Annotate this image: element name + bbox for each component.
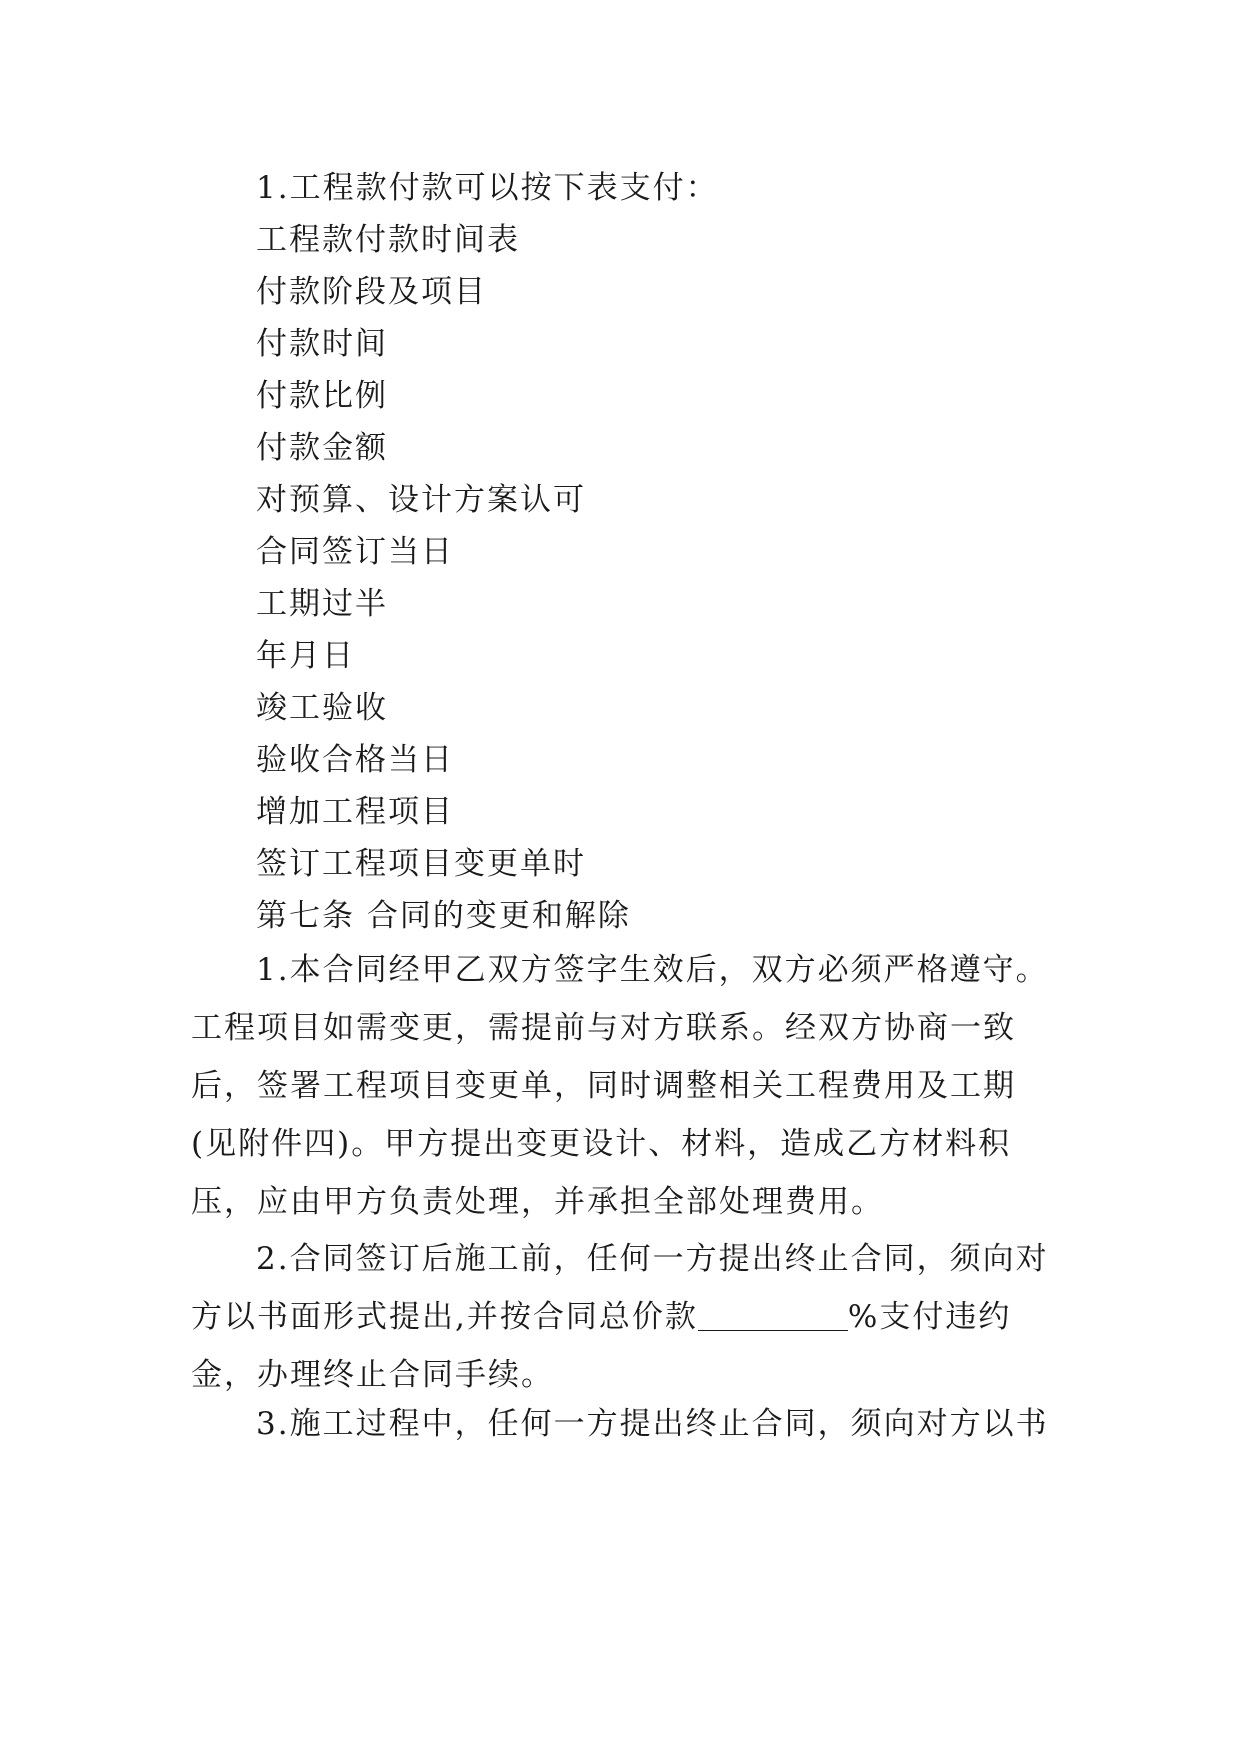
table-cell-line: 对预算、设计方案认可 <box>256 482 586 518</box>
table-cell-line: 签订工程项目变更单时 <box>256 846 586 882</box>
payment-clause-line: 1.工程款付款可以按下表支付： <box>256 170 719 206</box>
clause-paragraph-2 <box>191 1230 1051 1404</box>
table-cell-line: 付款时间 <box>256 326 388 362</box>
article-heading: 第七条 合同的变更和解除 <box>256 898 631 934</box>
clause-2-text-before: 2.合同签订后施工前，任何一方提出终止合同，须向对方以书面形式提出,并按合同总价款 <box>191 1241 1049 1335</box>
schedule-title-line: 工程款付款时间表 <box>256 222 520 258</box>
table-cell-line: 增加工程项目 <box>256 794 454 830</box>
table-cell-line: 竣工验收 <box>256 690 388 726</box>
clause-paragraph-3: 3.施工过程中，任何一方提出终止合同，须向对方以书 <box>256 1406 1049 1442</box>
table-cell-line: 付款阶段及项目 <box>256 274 487 310</box>
percentage-blank <box>698 1300 848 1331</box>
table-cell-line: 付款金额 <box>256 430 388 466</box>
clause-paragraph-1: 1.本合同经甲乙双方签字生效后，双方必须严格遵守。工程项目如需变更，需提前与对方联系。经双方协商一致后，签署工程项目变更单，同时调整相关工程费用及工期(见附件四)。甲方提出变更设计、材料，造成乙方材料积压，应由甲方负责处理，并承担全部处理费用。 <box>191 952 1049 1220</box>
clause-2-text-after: %支付违约金，办理终止合同手续。 <box>191 1299 1012 1393</box>
table-cell-line: 工期过半 <box>256 586 388 622</box>
table-cell-line: 验收合格当日 <box>256 742 454 778</box>
table-cell-line: 合同签订当日 <box>256 534 454 570</box>
table-cell-line: 付款比例 <box>256 378 388 414</box>
table-cell-line: 年月日 <box>256 638 355 674</box>
